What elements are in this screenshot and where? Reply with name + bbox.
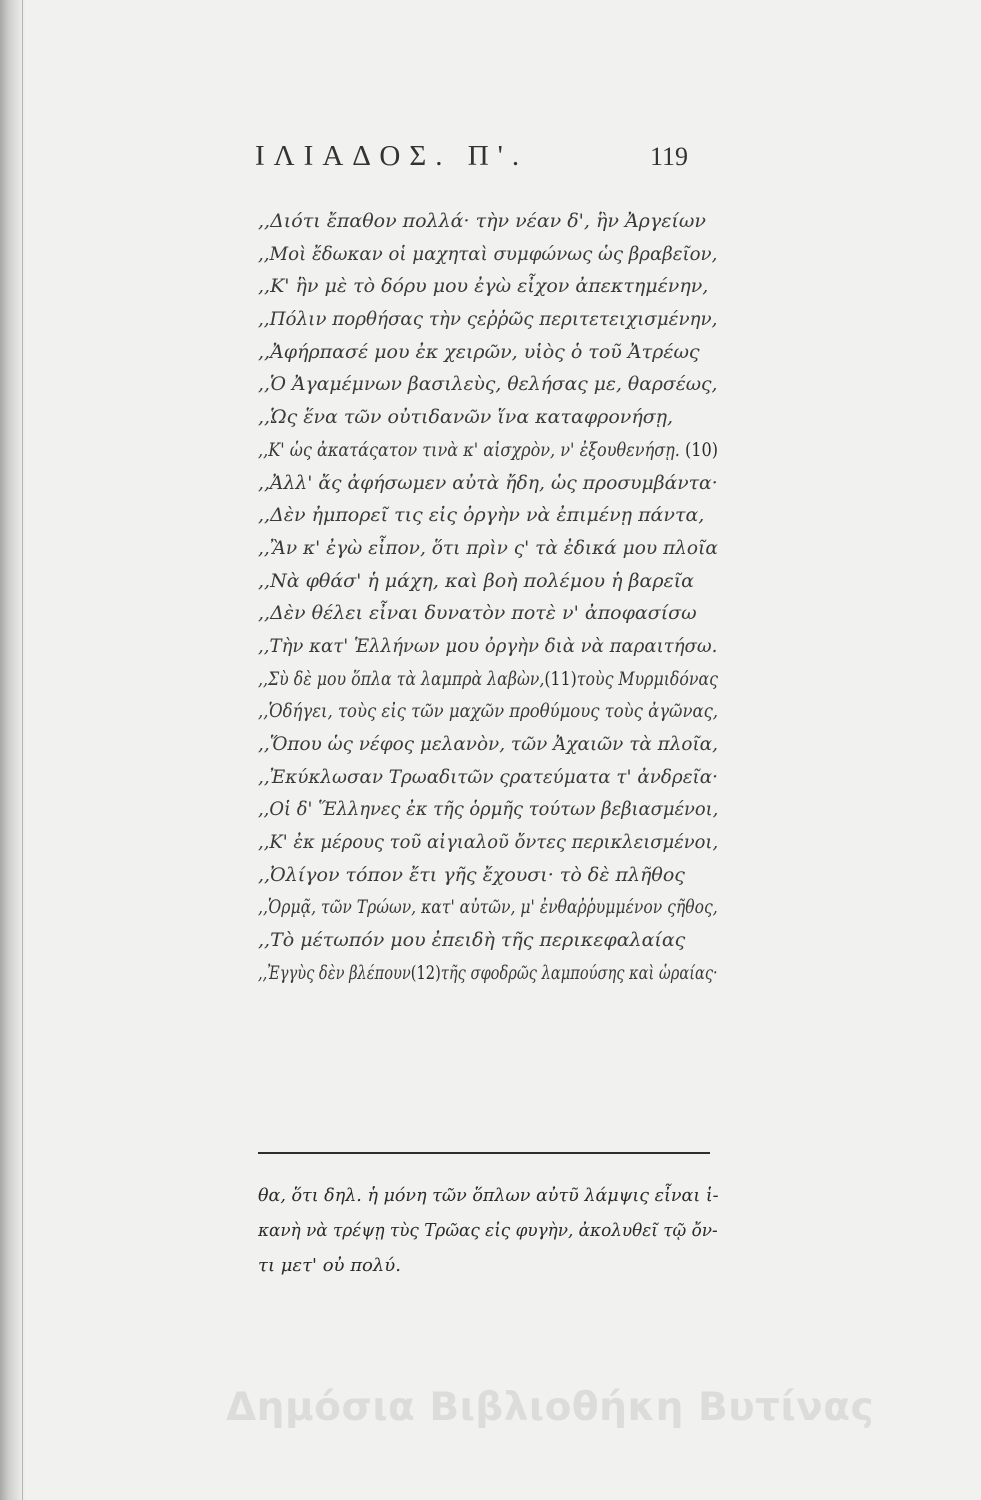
verse-line: ,,Κ' ὡς ἀκατάςατον τινὰ κ' αἰσχρὸν, ν' ἐξουθενήσῃ. (10) xyxy=(258,438,719,461)
spine-edge xyxy=(22,0,23,1500)
verse-line: ,,Τὸ μέτωπόν μου ἐπειδὴ τῆς περικεφαλαίας xyxy=(258,929,686,952)
verse-line: ,,Ἀφήρπασέ μου ἐκ χειρῶν, υἱὸς ὁ τοῦ Ἀτρέως xyxy=(258,340,700,363)
verse-line: ,,Κ' ἐκ μέρους τοῦ αἰγιαλοῦ ὄντες περικλεισμένοι, xyxy=(258,831,719,854)
verse-line: ,,Πόλιν πορθήσας τὴν ςεῤῥῶς περιτετειχισμένην, xyxy=(258,308,718,331)
verse-line: ,,Ὁδήγει, τοὺς εἰς τῶν μαχῶν προθύμους τοὺς ἀγῶνας, xyxy=(258,700,719,723)
verse-line: ,,Μοὶ ἔδωκαν οἱ μαχηταὶ συμφώνως ὡς βραβεῖον, xyxy=(258,242,718,265)
verse-line: ,,Ἐγγὺς δὲν βλέπουν(12)τῆς σφοδρῶς λαμπούσης καὶ ὡραίας· xyxy=(258,961,718,984)
verse-line: ,,Ἂν κ' ἐγὼ εἶπον, ὅτι πρὶν ς' τὰ ἐδικά μου πλοῖα xyxy=(258,536,718,559)
footnote-rule xyxy=(258,1152,710,1154)
verse-line: ,,Κ' ἣν μὲ τὸ δόρυ μου ἐγὼ εἶχον ἀπεκτημένην, xyxy=(258,275,709,298)
footnote-line: θα, ὅτι δηλ. ἡ μόνη τῶν ὅπλων αὐτῦ λάμψις εἶναι ἱ- xyxy=(258,1185,719,1206)
verse-block xyxy=(258,205,718,990)
verse-line: ,,Ὡς ἕνα τῶν οὐτιδανῶν ἵνα καταφρονήσῃ, xyxy=(258,406,674,429)
footnote-line: τι μετ' οὐ πολύ. xyxy=(258,1255,401,1276)
running-head: ΙΛΙΑΔΟΣ. Π'. xyxy=(255,140,529,172)
footnote-line: κανὴ νὰ τρέψῃ τὺς Τρῶας εἰς φυγὴν, ἀκολυθεῖ τῷ ὄν- xyxy=(258,1220,718,1241)
verse-line: ,,Τὴν κατ' Ἑλλήνων μου ὀργὴν διὰ νὰ παραιτήσω. xyxy=(258,634,718,657)
verse-line: ,,Ὁ Ἀγαμέμνων βασιλεὺς, θελήσας με, θαρσέως, xyxy=(258,373,718,396)
note-reference: (11) xyxy=(544,667,577,690)
verse-line: ,,Διότι ἔπαθον πολλά· τὴν νέαν δ', ἣν Ἀργείων xyxy=(258,210,706,232)
verse-line: ,,Σὺ δὲ μου ὅπλα τὰ λαμπρὰ λαβὼν,(11)τοὺς Μυρμιδόνας xyxy=(258,667,718,690)
verse-line: ,,Οἱ δ' Ἕλληνες ἐκ τῆς ὁρμῆς τούτων βεβιασμένοι, xyxy=(258,798,719,821)
verse-line: ,,Ὁρμᾷ, τῶν Τρώων, κατ' αὐτῶν, μ' ἐνθαῤῥυμμένον ςῆθος, xyxy=(258,896,718,919)
footnote xyxy=(258,1178,718,1283)
verse-line: ,,Ὀλίγον τόπον ἔτι γῆς ἔχουσι· τὸ δὲ πλῆθος xyxy=(258,863,685,886)
verse-line: ,,Ὅπου ὡς νέφος μελανὸν, τῶν Ἀχαιῶν τὰ πλοῖα, xyxy=(258,733,718,755)
page-header xyxy=(0,140,981,180)
page-number: 119 xyxy=(650,142,689,171)
verse-line: ,,Ἀλλ' ἄς ἀφήσωμεν αὐτὰ ἤδη, ὡς προσυμβάντα· xyxy=(258,471,718,494)
verse-line: ,,Νὰ φθάσ' ἡ μάχη, καὶ βοὴ πολέμου ἡ βαρεῖα xyxy=(258,569,695,592)
verse-line: ,,Δὲν θέλει εἶναι δυνατὸν ποτὲ ν' ἀποφασίσω xyxy=(258,602,697,625)
note-reference: (12) xyxy=(410,961,441,984)
verse-line: ,,Δὲν ἠμπορεῖ τις εἰς ὀργὴν νὰ ἐπιμένῃ πάντα, xyxy=(258,504,705,527)
note-reference: (10) xyxy=(685,438,719,461)
verse-line: ,,Ἐκύκλωσαν Τρωαδιτῶν ςρατεύματα τ' ἀνδρεῖα· xyxy=(258,765,718,788)
library-watermark: Δημόσια Βιβλιοθήκη Βυτίνας xyxy=(226,1385,875,1430)
